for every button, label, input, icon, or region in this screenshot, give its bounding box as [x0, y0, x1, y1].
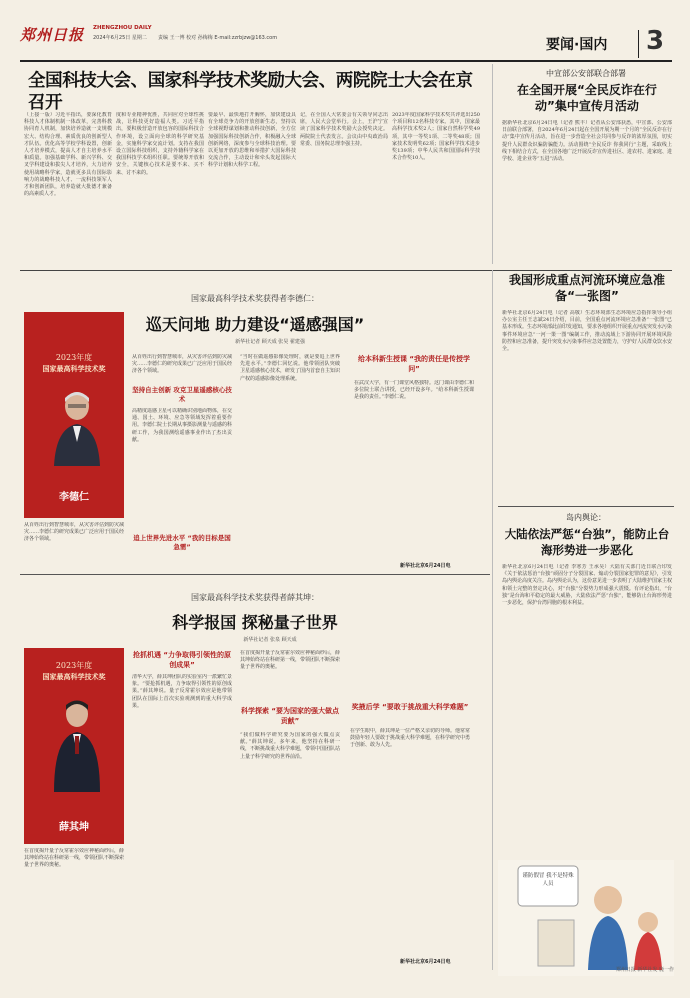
propaganda-kicker: 中宣部公安部联合部署: [546, 69, 626, 78]
profile-2-body-1: 清华大学，薛其坤团队的实验室内一派繁忙景象。“要抢抓机遇，力争取得引领性的原创成果。”薛其坤说。量子反常霍尔效应是他带领团队在国际上首次实验观测到的重大科学成果。: [132, 674, 232, 709]
propaganda-article: [498, 64, 674, 270]
profile-2-card-title: 国家最高科学技术奖: [42, 673, 106, 681]
profile-2-card-year: 2023年度: [55, 661, 93, 670]
footer-credit: 郑州日报 新华社发 鹿一作: [20, 986, 67, 991]
profile-2-intro: 在首度揭开量子反常霍尔效应神秘面纱后，薛其坤始终站在科研第一线，带领团队不断探索量子世界的奥秘。: [24, 848, 124, 869]
section-divider: [638, 30, 639, 58]
profile-1-body-1a: 从百姓出行到智慧城市，从灾害评估到防灾减灾……李德仁的研究成果已广泛应用于国民经济各个领域。: [132, 354, 232, 375]
lead-col-3: 要最早、最快地打开胸怀，加快建设具有全球竞争力的开放创新生态，坚持以全球视野谋划和推动科技创新，全方位加强国际科技创新合作，积极融入全球创新网络，深度参与全球科技治理。要以更加开放的思维和举措扩大国际科技交流合作，主动设计和牵头发起国际大科学计划和大科学工程。: [208, 112, 296, 169]
profile-1-banner-text: 国家最高科学技术奖获得者李德仁：: [191, 294, 319, 303]
lead-col-2: 度和专业精神优胜，共同应对全球性挑战，让科技更好造福人类。习近平指出，要积极营造开放包容的国际科技合作环境，设立面向全球的科学研究基金，实施科学家交流计划。支持在我国设立国际科技组织，支持外籍科学家在我国科技学术组织任职。要统筹开放和安全，关键核心技术是要不来、买不来、讨不来的。: [116, 112, 204, 176]
profile-1-subhead-1: 坚持自主创新 攻克卫星遥感核心技术: [132, 386, 232, 403]
profile-2-subhead-1: 抢抓机遇 “力争取得引领性的原创成果”: [132, 651, 232, 669]
profile-1-portrait-graphic: [52, 384, 102, 466]
profile-1-body-1: 高精度遥感卫星可以精确识别地面物体，在交通、国土、环境、应急等领域发挥着重要作用。李德仁院士长期从事摄影测量与遥感的科研工作，为我国测绘遥感事业作出了杰出贡献。: [132, 408, 232, 443]
taiwan-body: 新华社北京6月24日电（记者 李寒芳 王承昊）大陆有关部门近日联合印发《关于依法惩治“台独”顽固分子分裂国家、煽动分裂国家犯罪的意见》，引发岛内舆论高度关注。岛内舆论认为，这份意见进一步表明了大陆维护国家主权和领土完整的坚定决心，对“台独”分裂势力形成强大震慑。有评论指出，“台独”是台海和平稳定的最大威胁，大陆依法严惩“台独”，能够防止台海形势进一步恶化，保护台湾同胞的根本利益。: [502, 564, 672, 607]
profile-2-headline: 科学报国 探秘量子世界: [172, 613, 338, 632]
cartoon-dialog: 谨防假冒 我不是特殊人员: [522, 873, 574, 887]
taiwan-kicker: 岛内舆论：: [566, 513, 606, 522]
profile-2-portrait: [50, 692, 104, 792]
lead-column-divider: [492, 64, 493, 264]
profile-2-dateline: 新华社北京6月24日电: [400, 959, 451, 965]
profile-2-card-name: 薛其坤: [59, 822, 89, 833]
profile-1-portrait: [52, 384, 102, 466]
profile-1-dateline: 新华社北京6月24日电: [400, 563, 451, 569]
page-number: 3: [646, 26, 665, 56]
masthead: [0, 0, 690, 62]
mid-column-divider: [492, 270, 493, 970]
river-headline: 我国形成重点河流环境应急准备“一张图”: [508, 273, 665, 303]
profile-1-card-year: 2023年度: [55, 353, 93, 362]
river-body: 新华社北京6月24日电（记者 高敬）生态环境部生态环境应急指挥领导小组办公室主任王志斌24日介绍，目前，全国重点河流环境应急准备“一张图”已基本形成。生态环境部此前印发通知，要求各地组织开展重点河流突发水污染事件环境应急“一河一策一图”编制工作，推动流域上下游协同开展环境风险防控和应急准备，提升突发水污染事件应急处置能力，守护好人民群众饮水安全。: [502, 310, 672, 353]
profile-2-portrait-graphic: [50, 692, 104, 792]
lead-col-1: （上接一版）习近平指出，要深化教育科技人才体制机制一体改革，完善科教协同育人机制，加快培养造就一支规模宏大、结构合理、素质优良的创新型人才队伍。优化高等学校学科设置，创新人才培养模式，提高人才自主培养水平和质量。加强基础学科、新兴学科、交叉学科建设和拔尖人才培养，大力培养使用战略科学家，造就更多具有国际影响力的战略科技人才、一流科技领军人才和创新团队，培养造就大批德才兼备的高素质人才。: [24, 112, 112, 198]
profile-2-body-1b: 在首度揭开量子反常霍尔效应神秘面纱后，薛其坤始终站在科研第一线，带领团队不断探索量子世界的奥秘。: [240, 650, 340, 671]
profile-2-subhead-2: 科学探索 “要为国家的强大做点贡献”: [240, 707, 340, 725]
masthead-logo-en: ZHENGZHOU DAILY: [93, 25, 152, 31]
propaganda-headline: 在全国开展“全民反诈在行动”集中宣传月活动: [517, 83, 657, 113]
profile-1-body-2: “当时在做遥感影像处理时，就是要追上世界先进水平。”李德仁回忆说。他带领团队突破卫星遥感核心技术，研发了国内首套自主知识产权的遥感影像处理系统。: [240, 354, 340, 382]
lead-col-5: 2023年度国家科学技术奖共评选出250个项目和12名科技专家。其中，国家最高科学技术奖2人；国家自然科学奖49项，其中一等奖1项、二等奖48项；国家技术发明奖62项；国家科学技术进步奖139项；中华人民共和国国际科学技术合作奖10人。: [392, 112, 480, 162]
profile-1-card-name: 李德仁: [59, 492, 89, 503]
profiles-divider: [20, 574, 490, 575]
profile-1-headline: 巡天问地 助力建设“遥感强国”: [145, 315, 365, 334]
profile-1-subhead-2: 追上世界先进水平 “我的目标是国急需”: [133, 534, 231, 551]
taiwan-headline: 大陆依法严惩“台独”，能防止台海形势进一步恶化: [504, 527, 670, 557]
profile-1-intro: 从百姓出行到智慧城市，从灾害评估到防灾减灾……李德仁的研究成果已广泛应用于国民经济各个领域。: [24, 522, 124, 543]
profile-2-body-2: “我们做科学研究要为国家的强大做点贡献。”薛其坤说。多年来，他坚持在科研一线，不断挑战重大科学难题，带领中国团队站上量子科学研究的世界前沿。: [240, 732, 340, 760]
profile-2: [20, 578, 490, 978]
section-title: 要闻·国内: [546, 37, 608, 53]
profile-1-byline: 新华社记者 顾天成 张昊 翟建强: [235, 339, 305, 345]
lead-headline: 全国科技大会、国家科学技术奖励大会、两院院士大会在京召开: [28, 71, 473, 113]
river-bottom-rule: [498, 506, 674, 507]
profile-2-subhead-3: 奖掖后学 “要敢于挑战重大科学难题”: [351, 703, 469, 711]
profile-1-card: [24, 312, 124, 518]
masthead-rule: [20, 60, 672, 62]
profile-1: [20, 274, 490, 574]
taiwan-article: [498, 510, 674, 856]
profile-1-body-3: 在武汉大学，有一门课堂风格独特。这门课由李德仁和多位院士联合讲授，已经开设多年。“给本科新生授课是我的责任。”李德仁说。: [354, 380, 474, 401]
profile-1-subhead-3: 给本科新生授课 “我的责任是传授学问”: [357, 355, 471, 373]
profile-2-card: [24, 648, 124, 844]
profile-2-byline: 新华社记者 张泉 顾天成: [243, 637, 297, 643]
lead-col-4: 记，在全国人大常委会有关领导同志出席，人民大会堂举行。会上，王沪宁宣读了国家科学技术奖励大会授奖决定。两院院士代表发言。会议由中央政治局常委、国务院总理李强主持。: [300, 112, 388, 147]
propaganda-body: 据新华社北京6月24日电（记者 熊丰）记者从公安部获悉，中宣部、公安部日前联合部署，自2024年6月24日起在全国开展为期一个月的“全民反诈在行动”集中宣传月活动，旨在进一步营造全社会共同参与反诈的浓厚氛围，切实提升人民群众识骗防骗能力。活动围绕“全民反诈 你我同行”主题，采取线上线下相结合方式，在全国各地广泛开展反诈宣传进社区、进农村、进家庭、进学校、进企业等“五进”活动。: [502, 120, 672, 163]
cartoon: [498, 860, 674, 976]
profile-1-banner: [20, 292, 490, 306]
masthead-date: 2024年6月25日 星期二: [93, 35, 147, 41]
lead-bottom-rule: [20, 270, 672, 271]
masthead-roles: 责编 王一博 校对 孙梅梅 E-mail:zzrbjzw@163.com: [158, 35, 278, 41]
river-article: [498, 272, 674, 502]
cartoon-caption: 郑州日报 新华社发 鹿一作: [615, 967, 674, 973]
profile-2-banner: 国家最高科学技术奖获得者薛其坤：: [191, 593, 319, 602]
profile-2-body-3: 在学生眼中，薛其坤是一位严格又亲切的导师。他常常鼓励年轻人要敢于挑战重大科学难题，在科学研究中勇于创新、敢为人先。: [350, 728, 470, 749]
profile-1-card-title: 国家最高科学技术奖: [42, 365, 106, 373]
masthead-logo: 郑州日报: [20, 26, 85, 44]
